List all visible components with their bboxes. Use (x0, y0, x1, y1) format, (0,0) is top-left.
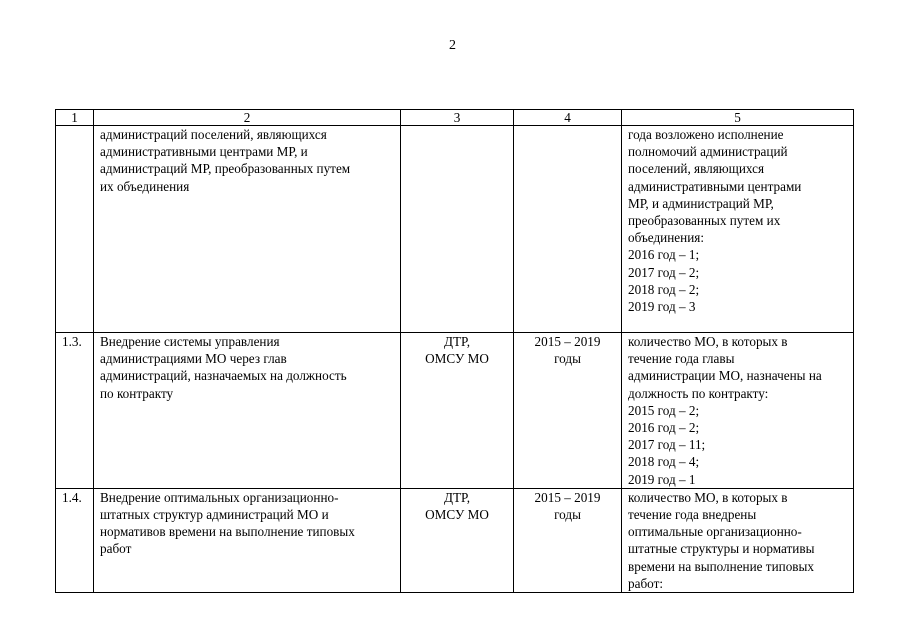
executor-cell: ДТР, ОМСУ МО (401, 488, 514, 592)
table-header-row (56, 110, 854, 126)
table-row (56, 126, 854, 333)
table-row (56, 488, 854, 592)
executor-cell: ДТР, ОМСУ МО (401, 333, 514, 489)
table-row (56, 333, 854, 489)
row-number-cell: 1.3. (56, 333, 94, 489)
indicator-cell: количество МО, в которых в течение года главы администрации МО, назначены на должность по контракту: 2015 год – 2; 2016 год – 2; 2017 год – 11; 2018 год – 4; 2019 год – 1 (622, 333, 854, 489)
indicator-cell: года возложено исполнение полномочий администраций поселений, являющихся административными центрами МР, и администраций МР, преобразованных путем их объединения: 2016 год – 1; 2017 год – 2; 2018 год – 2; 2019 год – 3 (622, 126, 854, 333)
measure-cell: Внедрение системы управления администрациями МО через глав администраций, назначаемых на должность по контракту (94, 333, 401, 489)
row-number-cell: 1.4. (56, 488, 94, 592)
measures-table (55, 109, 854, 593)
period-cell: 2015 – 2019 годы (514, 488, 622, 592)
executor-cell (401, 126, 514, 333)
measure-cell: администраций поселений, являющихся административными центрами МР, и администраций МР, преобразованных путем их объединения (94, 126, 401, 333)
column-header: 2 (94, 110, 401, 126)
measure-cell: Внедрение оптимальных организационно- штатных структур администраций МО и нормативов времени на выполнение типовых работ (94, 488, 401, 592)
row-number-cell (56, 126, 94, 333)
page-number: 2 (449, 38, 456, 53)
column-header: 4 (514, 110, 622, 126)
column-header: 1 (56, 110, 94, 126)
period-cell: 2015 – 2019 годы (514, 333, 622, 489)
period-cell (514, 126, 622, 333)
column-header: 3 (401, 110, 514, 126)
indicator-cell: количество МО, в которых в течение года внедрены оптимальные организационно- штатные структуры и нормативы времени на выполнение типовых работ: (622, 488, 854, 592)
column-header: 5 (622, 110, 854, 126)
